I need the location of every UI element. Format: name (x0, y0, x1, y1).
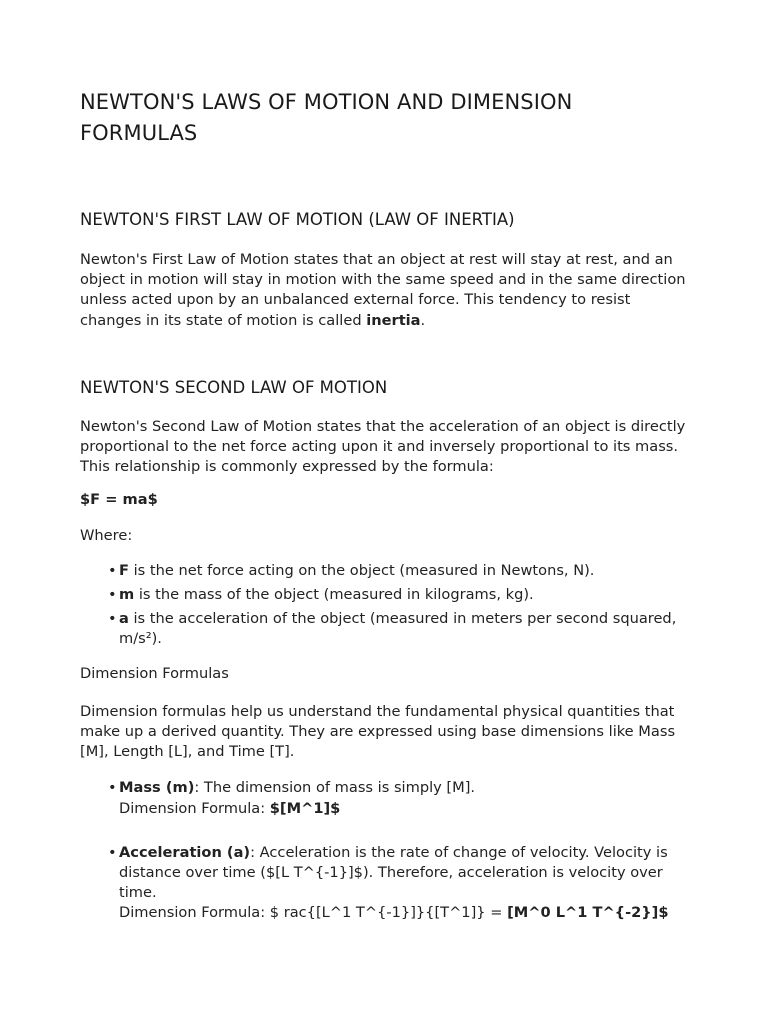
first-law-paragraph (80, 250, 688, 331)
first-law-text: Newton's First Law of Motion states that an object at rest will stay at rest, and an object in motion will stay in motion with the same speed and in the same direction unless acted upon by an unbalanced external force. This tendency to resist changes in its state of motion is called (80, 251, 686, 329)
dimension-paragraph: Dimension formulas help us understand the fundamental physical quantities that make up a derived quantity. They are expressed using base dimensions like Mass [M], Length [L], and Time [T]. (80, 702, 676, 761)
bullet-icon: • (108, 843, 117, 861)
dimension-formulas-heading: Dimension Formulas (80, 664, 229, 682)
formula-label: Dimension Formula: (119, 904, 270, 922)
dimension-formula-line (119, 903, 688, 923)
list-item (108, 585, 688, 605)
quantity-name: Mass (m) (119, 779, 195, 797)
document-title: NEWTON'S LAWS OF MOTION AND DIMENSION FORMULAS (80, 90, 573, 145)
list-item (108, 561, 688, 581)
dimension-description-line (119, 843, 688, 904)
formula-label: Dimension Formula: (119, 799, 270, 817)
second-law-formula: $F = ma$ (80, 491, 158, 509)
quantity-description: : The dimension of mass is simply [M]. (194, 779, 476, 797)
first-law-period: . (420, 311, 426, 329)
bullet-icon: • (108, 561, 117, 579)
inertia-term: inertia (366, 311, 421, 329)
variable-symbol: F (119, 561, 129, 579)
variable-description: is the acceleration of the object (measured in meters per second squared, m/s²). (119, 610, 677, 648)
formula-text: $ rac{[L^1 T^{-1}]}{[T^1]} = (269, 904, 508, 922)
formula-result: [M^0 L^1 T^{-2}]$ (507, 904, 669, 922)
quantity-name: Acceleration (a) (119, 843, 251, 861)
variable-list (80, 561, 688, 650)
list-item (108, 609, 688, 649)
variable-description: is the net force acting on the object (measured in Newtons, N). (128, 561, 595, 579)
second-law-heading: NEWTON'S SECOND LAW OF MOTION (80, 377, 388, 397)
bullet-icon: • (108, 610, 117, 628)
where-label: Where: (80, 526, 133, 544)
quantity-description: : Acceleration is the rate of change of velocity. Velocity is distance over time ($[L T^{-1}]$). Therefore, acceleration is velocity over time. (119, 843, 668, 902)
dimension-description-line (119, 778, 688, 798)
variable-symbol: m (119, 586, 135, 604)
list-item (108, 843, 688, 924)
dimension-list (80, 778, 688, 923)
first-law-heading: NEWTON'S FIRST LAW OF MOTION (LAW OF INERTIA) (80, 210, 515, 229)
variable-description: is the mass of the object (measured in kilograms, kg). (134, 586, 534, 604)
bullet-icon: • (108, 779, 117, 797)
bullet-icon: • (108, 586, 117, 604)
formula-result: $[M^1]$ (269, 799, 341, 817)
list-item (108, 778, 688, 818)
dimension-formula-line (119, 799, 688, 819)
variable-symbol: a (119, 610, 129, 628)
second-law-paragraph: Newton's Second Law of Motion states that the acceleration of an object is directly proportional to the net force acting upon it and inversely proportional to its mass. This relationship is commonly expressed by the formula: (80, 417, 686, 476)
